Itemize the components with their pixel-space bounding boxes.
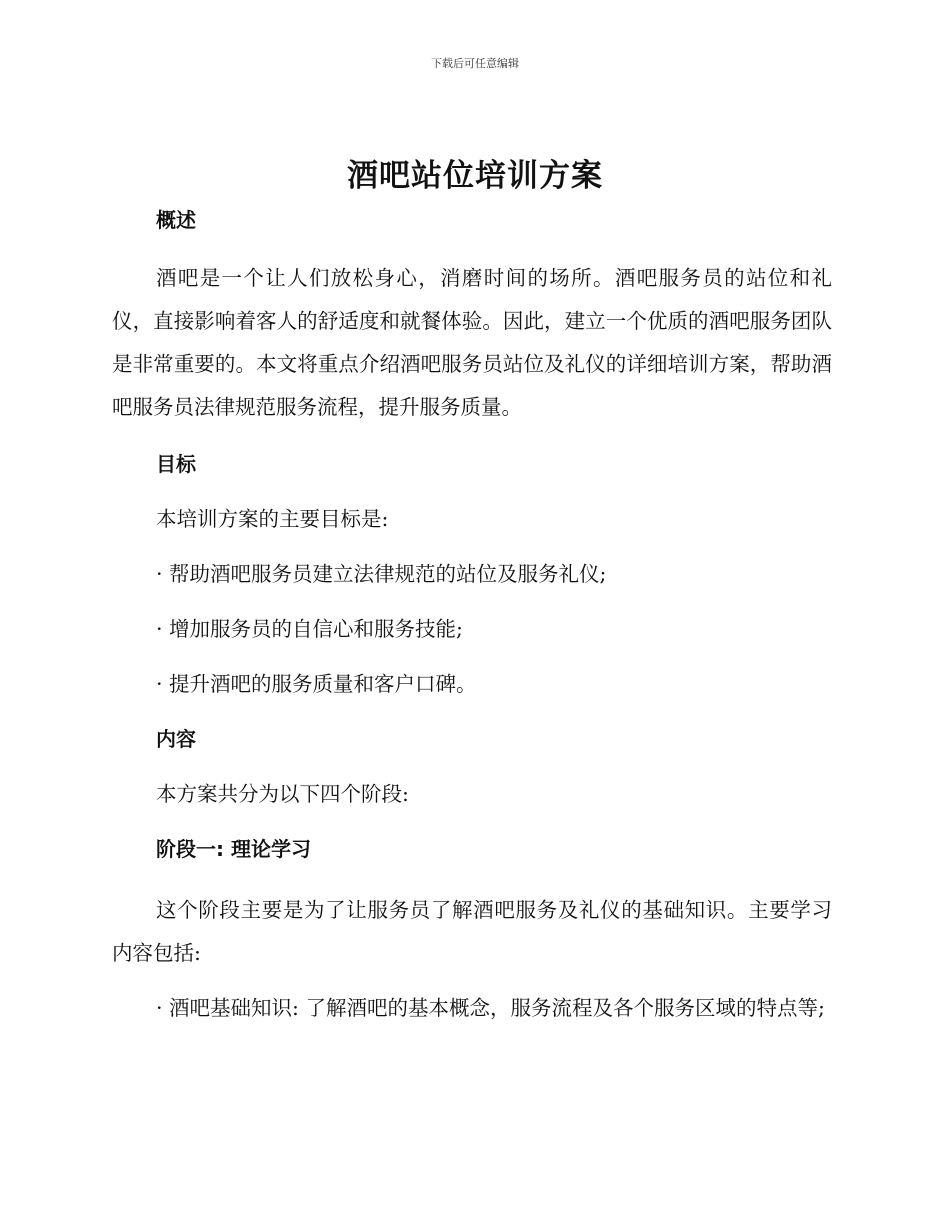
content-intro: 本方案共分为以下四个阶段: [156,782,409,806]
heading-goals: 目标 [156,452,196,476]
stage-1-item-1: · 酒吧基础知识: 了解酒吧的基本概念，服务流程及各个服务区域的特点等; [156,996,825,1020]
heading-content: 内容 [156,727,196,751]
paragraph-overview: 酒吧是一个让人们放松身心，消磨时间的场所。酒吧服务员的站位和礼仪，直接影响着客人的舒适度和就餐体验。因此，建立一个优质的酒吧服务团队是非常重要的。本文将重点介绍酒吧服务员站位及礼仪的详细培训方案，帮助酒吧服务员法律规范服务流程，提升服务质量。 [112,266,832,419]
goals-intro: 本培训方案的主要目标是: [156,507,389,531]
goal-item-1: · 帮助酒吧服务员建立法律规范的站位及服务礼仪; [156,562,607,586]
goal-item-2: · 增加服务员的自信心和服务技能; [156,617,463,641]
goal-item-3: · 提升酒吧的服务质量和客户口碑。 [156,672,477,696]
page-title: 酒吧站位培训方案 [347,158,603,194]
document-body [112,205,832,1042]
paragraph-stage-1: 这个阶段主要是为了让服务员了解酒吧服务及礼仪的基础知识。主要学习内容包括: [112,898,832,965]
heading-stage-1: 阶段一: 理论学习 [156,837,311,861]
heading-overview: 概述 [156,208,196,232]
header-note: 下载后可任意编辑 [431,57,519,70]
